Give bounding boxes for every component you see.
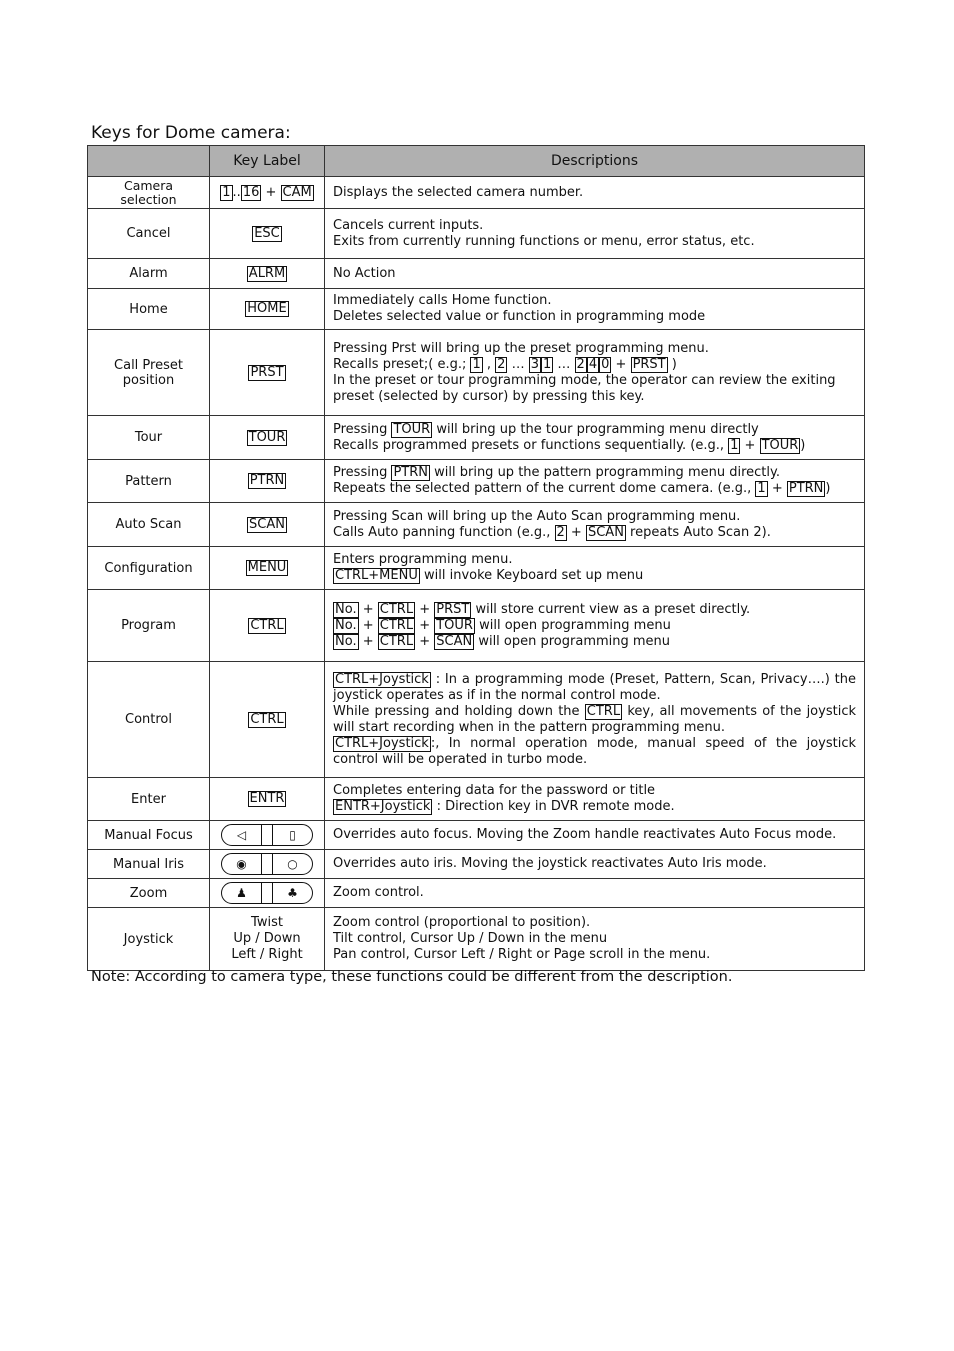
key-cell (210, 209, 325, 259)
focus-far-icon: ▯ (272, 825, 312, 845)
key-16: 16 (242, 184, 260, 200)
function-cell: Pattern (88, 460, 210, 503)
key-cell (210, 879, 325, 908)
function-cell: Cancel (88, 209, 210, 259)
table-row (88, 503, 865, 547)
function-cell: Program (88, 590, 210, 662)
function-cell: Zoom (88, 879, 210, 908)
header-descriptions: Descriptions (325, 146, 865, 177)
key-cell (210, 821, 325, 850)
function-cell: Alarm (88, 259, 210, 289)
key-1: 1 (222, 184, 231, 200)
iris-rocker (221, 853, 313, 875)
description-cell: CTRL+Joystick : In a programming mode (Preset, Pattern, Scan, Privacy….) the joystick operates as if in the normal control mode. While pressing and holding down the CTRL key, all movements of the joystick will start recording when in the pattern programming menu. CTRL+Joystick :, In normal operation mode, manual speed of the joystick control will be operated in turbo mode. (325, 662, 865, 778)
table-row (88, 850, 865, 879)
function-cell: Home (88, 289, 210, 330)
table-row (88, 209, 865, 259)
description-cell: Overrides auto iris. Moving the joystick reactivates Auto Iris mode. (325, 850, 865, 879)
table-row (88, 330, 865, 416)
key-home: HOME (247, 301, 287, 316)
iris-open-icon: ○ (272, 854, 312, 874)
page-title: Keys for Dome camera: (91, 123, 291, 143)
table-row (88, 460, 865, 503)
zoom-tele-icon: ♟ (222, 883, 262, 903)
key-ctrl: CTRL (250, 617, 284, 633)
key-cell (210, 330, 325, 416)
description-cell: Zoom control. (325, 879, 865, 908)
table-row (88, 879, 865, 908)
table-row (88, 289, 865, 330)
key-cell (210, 850, 325, 879)
table-row (88, 778, 865, 821)
key-entr: ENTR (249, 791, 285, 806)
header-function (88, 146, 210, 177)
key-prst: PRST (250, 364, 284, 380)
key-tour: TOUR (248, 429, 286, 445)
key-cell: Twist Up / Down Left / Right (210, 908, 325, 971)
table-row (88, 416, 865, 460)
table-row (88, 259, 865, 289)
key-cell (210, 778, 325, 821)
footnote: Note: According to camera type, these functions could be different from the description. (91, 969, 733, 985)
key-cell (210, 662, 325, 778)
description-cell: Pressing Scan will bring up the Auto Scan programming menu. Calls Auto panning function (e.g., 2 + SCAN repeats Auto Scan 2). (325, 503, 865, 547)
description-cell: Zoom control (proportional to position). Tilt control, Cursor Up / Down in the menu Pan control, Cursor Left / Right or Page scroll in the menu. (325, 908, 865, 971)
table-row (88, 908, 865, 971)
key-ctrl: CTRL (250, 711, 284, 727)
description-cell: No. + CTRL + PRST will store current view as a preset directly. No. + CTRL + TOUR will open programming menu No. + CTRL + SCAN will open programming menu (325, 590, 865, 662)
table-row (88, 662, 865, 778)
key-alrm: ALRM (248, 265, 286, 281)
key-esc: ESC (254, 225, 280, 241)
function-cell: Camera selection (88, 177, 210, 209)
table-header (88, 146, 865, 177)
key-cell: 1 .. 16 + CAM (210, 177, 325, 209)
function-cell: Configuration (88, 547, 210, 590)
function-cell: Call Preset position (88, 330, 210, 416)
table-row (88, 821, 865, 850)
function-cell: Manual Iris (88, 850, 210, 879)
description-cell: Immediately calls Home function. Deletes selected value or function in programming mode (325, 289, 865, 330)
description-cell: Enters programming menu. CTRL+MENU will invoke Keyboard set up menu (325, 547, 865, 590)
description-cell: Overrides auto focus. Moving the Zoom handle reactivates Auto Focus mode. (325, 821, 865, 850)
key-cell (210, 590, 325, 662)
key-cell (210, 503, 325, 547)
dome-keys-table (87, 145, 865, 971)
zoom-wide-icon: ♣ (272, 883, 312, 903)
description-cell: Completes entering data for the password or title ENTR+Joystick : Direction key in DVR remote mode. (325, 778, 865, 821)
key-cell (210, 289, 325, 330)
table-row (88, 590, 865, 662)
key-cell (210, 547, 325, 590)
iris-close-icon: ◉ (222, 854, 262, 874)
description-cell: Pressing PTRN will bring up the pattern programming menu directly. Repeats the selected pattern of the current dome camera. (e.g., 1 + PTRN ) (325, 460, 865, 503)
key-cell (210, 259, 325, 289)
description-cell: Displays the selected camera number. (325, 177, 865, 209)
key-scan: SCAN (249, 516, 285, 532)
key-ptrn: PTRN (249, 473, 285, 488)
zoom-rocker (221, 882, 313, 904)
focus-near-icon: ◁ (222, 825, 262, 845)
description-cell: Pressing Prst will bring up the preset programming menu. Recalls preset;( e.g.; 1 , 2 … 3 1 … 2 4 0 + PRST ) In the preset or tour programming mode, the operator can review the exiting preset (selected by cursor) by pressing this key. (325, 330, 865, 416)
description-cell: Cancels current inputs. Exits from currently running functions or menu, error status, etc. (325, 209, 865, 259)
function-cell: Enter (88, 778, 210, 821)
function-cell: Auto Scan (88, 503, 210, 547)
function-cell: Tour (88, 416, 210, 460)
key-menu: MENU (247, 560, 287, 575)
function-cell: Control (88, 662, 210, 778)
table-row (88, 177, 865, 209)
key-cell (210, 416, 325, 460)
table-row (88, 547, 865, 590)
function-cell: Joystick (88, 908, 210, 971)
key-cell (210, 460, 325, 503)
focus-rocker (221, 824, 313, 846)
key-cam: CAM (282, 184, 312, 200)
header-key-label: Key Label (210, 146, 325, 177)
description-cell: Pressing TOUR will bring up the tour programming menu directly Recalls programmed presets or functions sequentially. (e.g., 1 + TOUR ) (325, 416, 865, 460)
function-cell: Manual Focus (88, 821, 210, 850)
description-cell: No Action (325, 259, 865, 289)
